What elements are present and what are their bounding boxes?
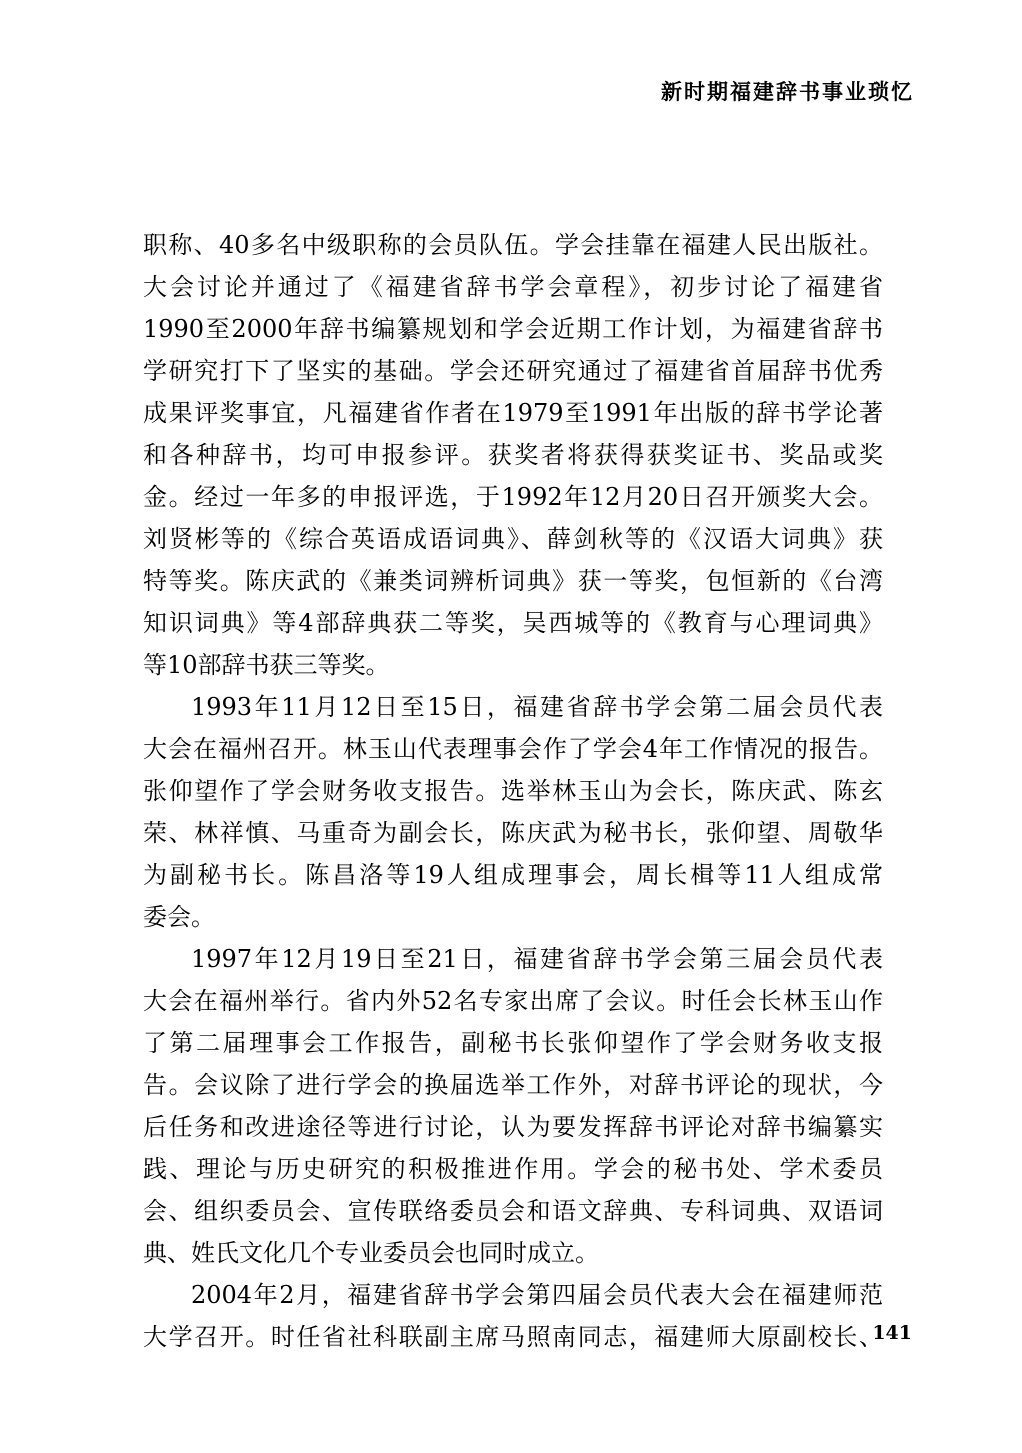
- text-line: 会、组织委员会、宣传联络委员会和语文辞典、专科词典、双语词: [143, 1197, 883, 1225]
- text-line: 职称、40多名中级职称的会员队伍。学会挂靠在福建人民出版社。: [143, 231, 883, 259]
- text-line: 践、理论与历史研究的积极推进作用。学会的秘书处、学术委员: [143, 1155, 883, 1183]
- text-line: 张仰望作了学会财务收支报告。选举林玉山为会长，陈庆武、陈玄: [143, 777, 883, 805]
- text-line: 荣、林祥慎、马重奇为副会长，陈庆武为秘书长，张仰望、周敬华: [143, 819, 883, 847]
- text-line: 刘贤彬等的《综合英语成语词典》、薛剑秋等的《汉语大词典》获: [143, 525, 883, 553]
- text-line: 2004年2月，福建省辞书学会第四届会员代表大会在福建师范: [191, 1281, 883, 1309]
- text-line: 知识词典》等4部辞典获二等奖，吴西城等的《教育与心理词典》: [143, 609, 883, 637]
- text-line: 1997年12月19日至21日，福建省辞书学会第三届会员代表: [191, 945, 883, 973]
- text-line: 成果评奖事宜，凡福建省作者在1979至1991年出版的辞书学论著: [143, 399, 883, 427]
- text-line: 告。会议除了进行学会的换届选举工作外，对辞书评论的现状，今: [143, 1071, 883, 1099]
- text-line: 后任务和改进途径等进行讨论，认为要发挥辞书评论对辞书编纂实: [143, 1113, 883, 1141]
- text-line: 和各种辞书，均可申报参评。获奖者将获得获奖证书、奖品或奖: [143, 441, 883, 469]
- text-line: 大会在福州举行。省内外52名专家出席了会议。时任会长林玉山作: [143, 987, 883, 1015]
- page-number: 141: [872, 1322, 912, 1344]
- running-head-title: 新时期福建辞书事业琐忆: [661, 80, 914, 104]
- text-line: 为副秘书长。陈昌洛等19人组成理事会，周长楫等11人组成常: [143, 861, 883, 889]
- text-line: 大学召开。时任省社科联副主席马照南同志，福建师大原副校长、: [143, 1323, 883, 1351]
- text-line: 金。经过一年多的申报评选，于1992年12月20日召开颁奖大会。: [143, 483, 883, 511]
- text-line: 1993年11月12日至15日，福建省辞书学会第二届会员代表: [191, 693, 883, 721]
- text-line: 1990至2000年辞书编纂规划和学会近期工作计划，为福建省辞书: [143, 315, 883, 343]
- text-line: 典、姓氏文化几个专业委员会也同时成立。: [143, 1239, 599, 1267]
- text-line: 了第二届理事会工作报告，副秘书长张仰望作了学会财务收支报: [143, 1029, 883, 1057]
- text-line: 大会在福州召开。林玉山代表理事会作了学会4年工作情况的报告。: [143, 735, 883, 763]
- text-line: 等10部辞书获三等奖。: [143, 651, 390, 679]
- text-line: 特等奖。陈庆武的《兼类词辨析词典》获一等奖，包恒新的《台湾: [143, 567, 883, 595]
- body-text: [143, 224, 883, 1358]
- text-line: 学研究打下了坚实的基础。学会还研究通过了福建省首届辞书优秀: [143, 357, 883, 385]
- text-line: 委会。: [143, 903, 215, 931]
- text-line: 大会讨论并通过了《福建省辞书学会章程》，初步讨论了福建省: [143, 273, 883, 301]
